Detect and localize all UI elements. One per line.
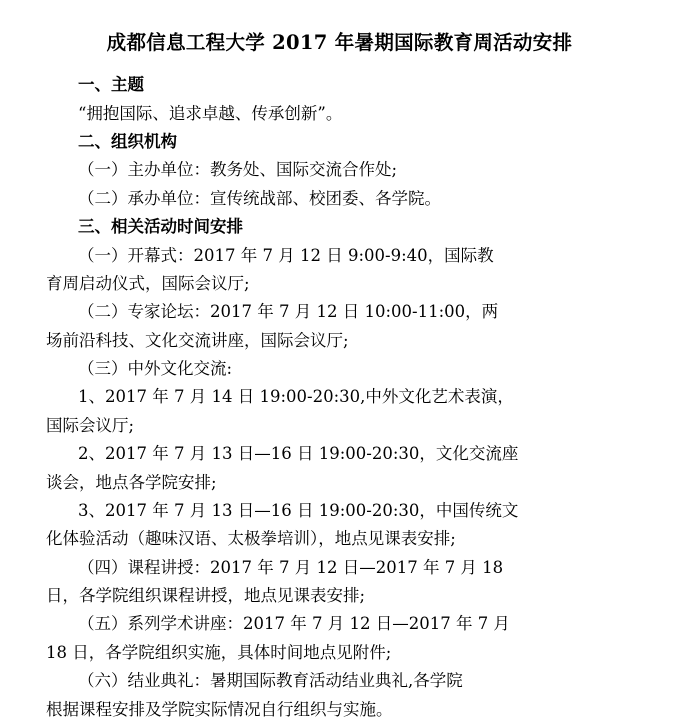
paragraph-continuation: 国际会议厅; — [46, 415, 135, 435]
paragraph: （一）开幕式：2017 年 7 月 12 日 9:00-9:40，国际教 — [78, 245, 494, 265]
paragraph: （二）承办单位：宣传统战部、校团委、各学院。 — [78, 188, 441, 208]
paragraph-continuation: 化体验活动（趣味汉语、太极拳培训），地点见课表安排; — [46, 529, 456, 549]
paragraph-continuation: 日，各学院组织课程讲授，地点见课表安排; — [46, 586, 366, 605]
paragraph: （二）专家论坛：2017 年 7 月 12 日 10:00-11:00，两 — [78, 302, 499, 322]
paragraph: 2、2017 年 7 月 13 日—16 日 19:00-20:30，文化交流座 — [78, 444, 519, 464]
paragraph: “拥抱国际、追求卓越、传承创新”。 — [78, 103, 343, 123]
paragraph: 1、2017 年 7 月 14 日 19:00-20:30,中外文化艺术表演， — [78, 387, 514, 407]
paragraph: （四）课程讲授：2017 年 7 月 12 日—2017 年 7 月 18 — [78, 557, 504, 577]
paragraph-continuation: 育周启动仪式，国际会议厅; — [46, 273, 250, 293]
paragraph: 3、2017 年 7 月 13 日—16 日 19:00-20:30，中国传统文 — [78, 500, 519, 520]
paragraph: （六）结业典礼：暑期国际教育活动结业典礼,各学院 — [78, 671, 463, 691]
paragraph-continuation: 谈会，地点各学院安排; — [46, 472, 217, 492]
paragraph-continuation: 18 日，各学院组织实施，具体时间地点见附件; — [46, 642, 392, 662]
page-title: 成都信息工程大学 2017 年暑期国际教育周活动安排 — [106, 31, 573, 54]
paragraph: （一）主办单位：教务处、国际交流合作处; — [78, 160, 398, 180]
document-body — [46, 71, 633, 724]
paragraph: （三）中外文化交流: — [78, 359, 233, 378]
paragraph: （五）系列学术讲座：2017 年 7 月 12 日—2017 年 7 月 — [78, 614, 510, 634]
section-heading: 三、相关活动时间安排 — [78, 217, 243, 237]
section-heading: 二、组织机构 — [78, 132, 177, 151]
paragraph-continuation: 根据课程安排及学院实际情况自行组织与实施。 — [46, 699, 393, 719]
paragraph-continuation: 场前沿科技、文化交流讲座，国际会议厅; — [46, 330, 349, 350]
section-heading: 一、主题 — [78, 75, 144, 95]
